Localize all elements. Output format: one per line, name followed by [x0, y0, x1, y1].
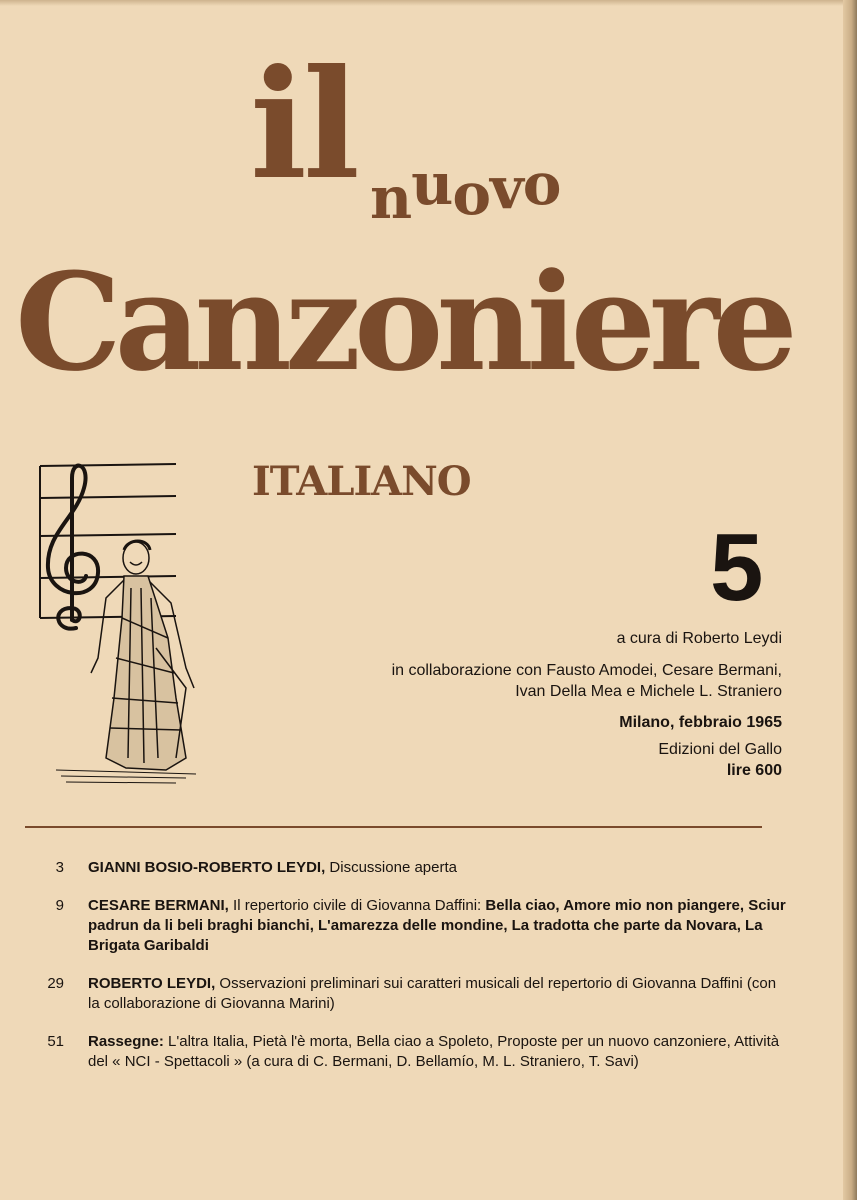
title-italiano: ITALIANO: [252, 458, 471, 505]
place-date: Milano, febbraio 1965: [619, 714, 782, 731]
title-nuovo-letter: o: [452, 160, 491, 228]
issue-number: 5: [710, 514, 764, 621]
toc-page-number: 51: [47, 1033, 64, 1050]
collaboration-line-1: in collaborazione con Fausto Amodei, Cesare Bermani,: [391, 662, 782, 679]
toc-entry: [0, 1032, 857, 1072]
title-nuovo-letter: u: [411, 150, 453, 218]
toc-page-number: 29: [47, 975, 64, 992]
toc-author: GIANNI BOSIO-ROBERTO LEYDI,: [88, 859, 326, 876]
toc-author: ROBERTO LEYDI,: [88, 975, 216, 992]
collaboration-line-2: Ivan Della Mea e Michele L. Straniero: [515, 683, 782, 700]
title-nuovo-letter: v: [490, 154, 523, 222]
title-nuovo-letter: o: [522, 150, 561, 218]
title-il: il: [250, 37, 356, 213]
price: lire 600: [726, 762, 782, 779]
toc-description: L'altra Italia, Pietà l'è morta, Bella ciao a Spoleto, Proposte per un nuovo canzoniere, Attività del « NCI - Spettacoli » (a cura di C. Bermani, D. Bellamío, M. L. Straniero, T. Savi): [88, 1033, 780, 1070]
editor-line: a cura di Roberto Leydi: [616, 630, 782, 647]
divider-line: [25, 826, 762, 828]
toc-entry: [0, 974, 857, 1014]
publisher: Edizioni del Gallo: [658, 741, 782, 758]
toc-author: CESARE BERMANI,: [88, 897, 229, 914]
toc-text: [88, 1032, 786, 1072]
title-nuovo-text: [370, 150, 561, 232]
table-of-contents: [0, 858, 857, 1090]
toc-entry: [0, 896, 857, 956]
toc-page-number: 9: [55, 897, 64, 914]
title-canzoniere: Canzoniere: [15, 243, 791, 401]
toc-description: Discussione aperta: [325, 859, 457, 876]
page-top-edge: [0, 0, 857, 6]
toc-description: Il repertorio civile di Giovanna Daffini:: [228, 897, 486, 914]
toc-text: [88, 974, 786, 1014]
toc-author: Rassegne:: [88, 1033, 164, 1050]
toc-entry: [0, 858, 857, 878]
toc-page-number: 3: [55, 859, 64, 876]
toc-text: [88, 858, 786, 878]
toc-description: Osservazioni preliminari sui caratteri musicali del repertorio di Giovanna Daffini (con la collaborazione di Giovanna Marini): [88, 975, 777, 1012]
credits-block: [312, 628, 782, 781]
title-nuovo-letter: n: [370, 164, 412, 232]
toc-text: [88, 896, 786, 956]
treble-clef-woman-engraving-icon: [36, 458, 206, 788]
title-nuovo: [370, 150, 561, 232]
toc-song-titles: Bella ciao, Amore mio non piangere, Sciur padrun da li beli braghi bianchi, L'amarezza delle mondine, La tradotta che parte da Novara, La Brigata Garibaldi: [88, 897, 786, 954]
